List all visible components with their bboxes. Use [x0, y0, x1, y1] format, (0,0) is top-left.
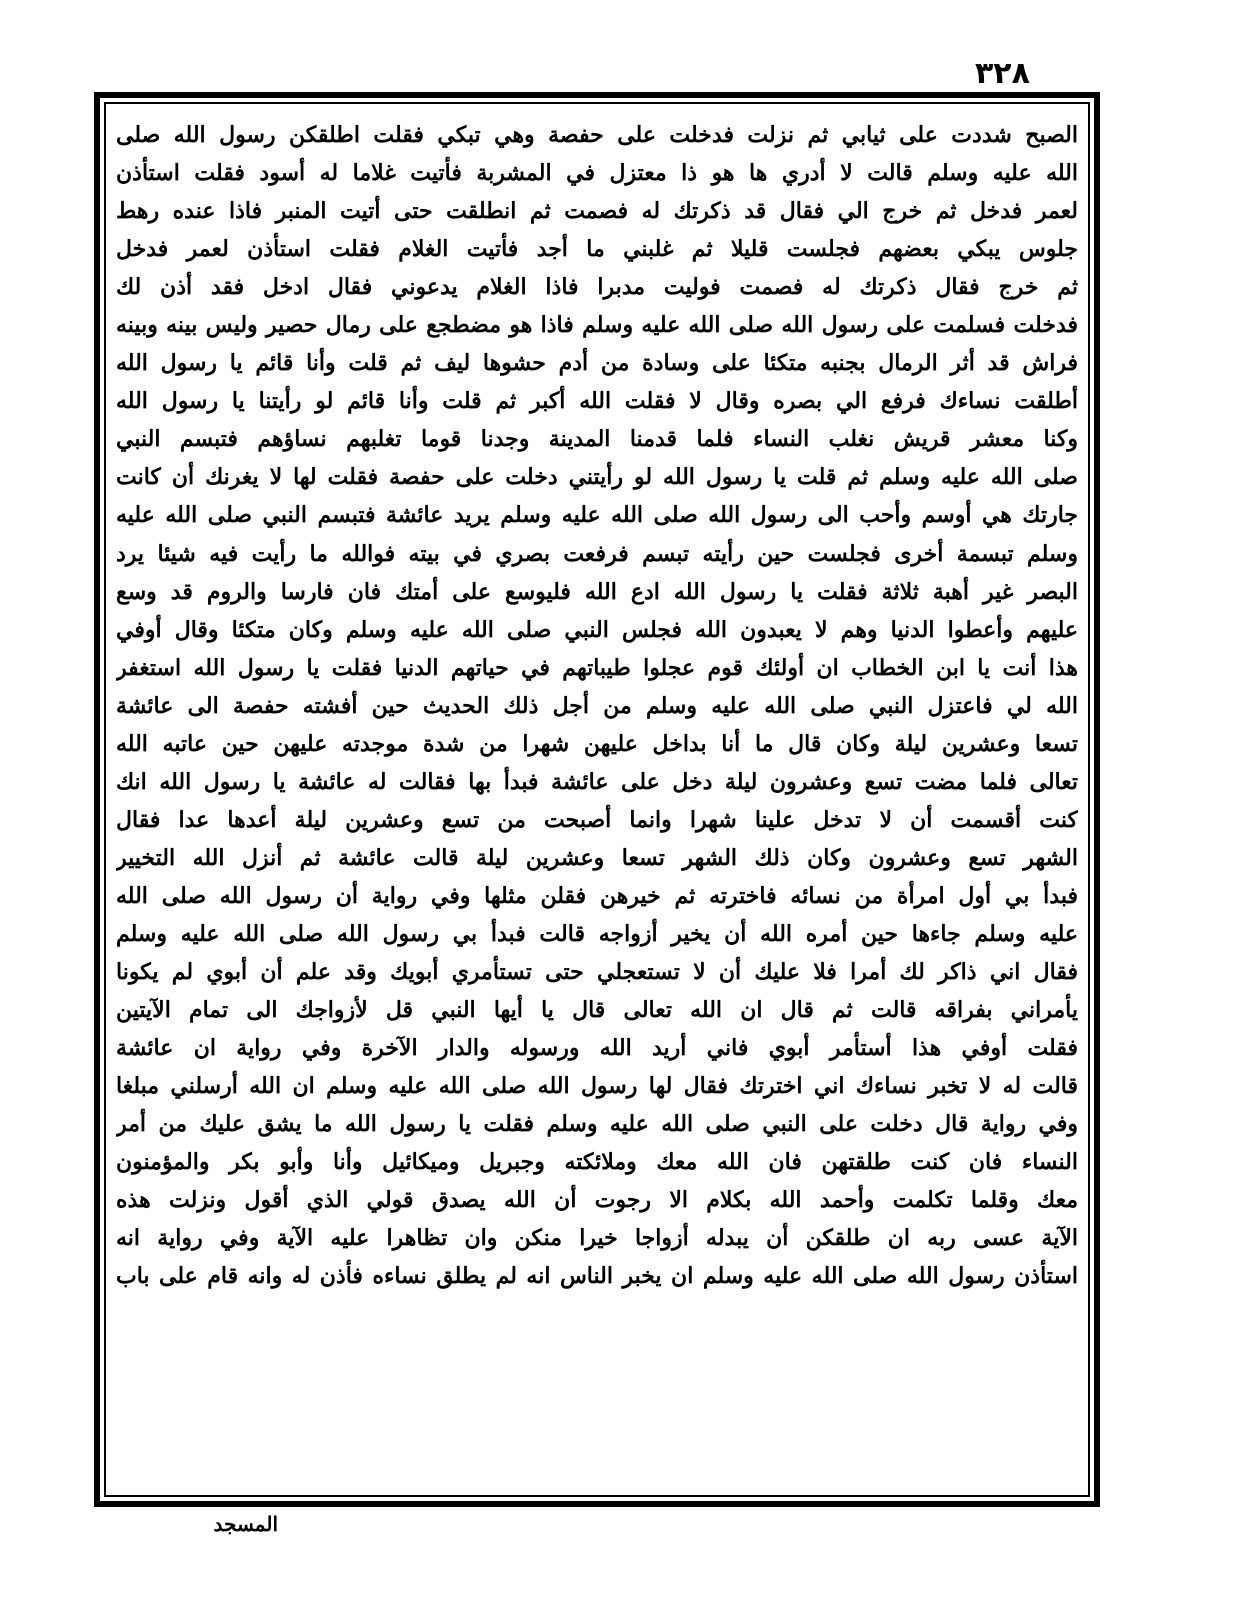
- text-line: صلى الله عليه وسلم ثم قلت يا رسول الله لو رأيتني دخلت على حفصة فقلت لها لا يغرنك أن كانت: [116, 464, 1078, 491]
- text-line: النساء فان كنت طلقتهن فان الله معك وملائكته وجبريل وميكائيل وأنا وأبو بكر والمؤمنون: [116, 1149, 1078, 1176]
- text-line: لعمر فدخل ثم خرج الي فقال قد ذكرتك له فصمت ثم انطلقت حتى أتيت المنبر فاذا عنده رهط: [116, 198, 1078, 225]
- text-line: أطلقت نساءك فرفع الي بصره وقال لا فقلت الله أكبر ثم قلت وأنا قائم لو رأيتنا يا رسول الله: [116, 388, 1078, 415]
- text-line: قالت له لا تخبر نساءك اني اخترتك فقال لها رسول الله صلى الله عليه وسلم ان الله أرسلني مبلغا: [116, 1073, 1078, 1100]
- text-line: يأمراني بفراقه قالت ثم قال ان الله تعالى قال يا أيها النبي قل لأزواجك الى تمام الآيتين: [116, 997, 1078, 1024]
- catchword: المسجد: [213, 1512, 278, 1536]
- text-line: فدخلت فسلمت على رسول الله صلى الله عليه وسلم فاذا هو مضطجع على رمال حصير وليس بينه وبينه: [116, 312, 1078, 339]
- text-line: جارتك هي أوسم وأحب الى رسول الله صلى الله عليه وسلم يريد عائشة فتبسم النبي صلى الله عليه: [116, 502, 1078, 529]
- text-line: ثم خرج فقال ذكرتك له فصمت فوليت مدبرا فاذا الغلام يدعوني فقال ادخل فقد أذن لك: [116, 274, 1078, 301]
- text-line: جلوس يبكي بعضهم فجلست قليلا ثم غلبني ما أجد فأتيت الغلام فقلت استأذن لعمر فدخل: [116, 236, 1078, 263]
- text-line: فقال اني ذاكر لك أمرا فلا عليك أن لا تستعجلي حتى تستأمري أبويك وقد علم أن أبوي لم يكونا: [116, 959, 1078, 986]
- text-line: فقلت أوفي هذا أستأمر أبوي فاني أريد الله ورسوله والدار الآخرة وفي رواية ان عائشة: [116, 1035, 1078, 1062]
- page-number: ٣٢٨: [975, 56, 1030, 91]
- text-line: عليه وسلم جاءها حين أمره الله أن يخير أزواجه قالت فبدأ بي رسول الله صلى الله عليه وسلم: [116, 920, 1078, 947]
- text-line: الصبح شددت على ثيابي ثم نزلت فدخلت على حفصة وهي تبكي فقلت اطلقكن رسول الله صلى: [116, 122, 1078, 148]
- text-line: عليهم وأعطوا الدنيا وهم لا يعبدون الله فجلس النبي صلى الله عليه وسلم وكان متكئا وقال أوفي: [116, 616, 1078, 643]
- text-line: البصر غير أهبة ثلاثة فقلت يا رسول الله ادع الله فليوسع على أمتك فان فارسا والروم قد وسع: [116, 578, 1078, 605]
- text-line: هذا أنت يا ابن الخطاب ان أولئك قوم عجلوا طيباتهم في حياتهم الدنيا فقلت يا رسول الله استغفر: [116, 654, 1078, 681]
- text-line: وفي رواية قال دخلت على النبي صلى الله عليه وسلم فقلت يا رسول الله ما يشق عليك من أمر: [116, 1111, 1078, 1138]
- text-line: الله عليه وسلم قالت لا أدري ها هو ذا معتزل في المشربة فأتيت غلاما له أسود فقلت استأذن: [116, 160, 1078, 187]
- text-line: وكنا معشر قريش نغلب النساء فلما قدمنا المدينة وجدنا قوما تغلبهم نساؤهم فتبسم النبي: [116, 426, 1078, 453]
- text-line: معك وقلما تكلمت وأحمد الله بكلام الا رجوت أن الله يصدق قولي الذي أقول ونزلت هذه: [116, 1187, 1078, 1214]
- text-line: فراش قد أثر الرمال بجنبه متكئا على وسادة من أدم حشوها ليف ثم قلت وأنا قائم يا رسول الله: [116, 350, 1078, 377]
- text-line: استأذن رسول الله صلى الله عليه وسلم ان يخبر الناس انه لم يطلق نساءه فأذن له وانه قام على باب: [116, 1263, 1078, 1290]
- text-line: فبدأ بي أول امرأة من نسائه فاخترته ثم خيرهن فقلن مثلها وفي رواية أن رسول الله صلى الله: [116, 882, 1078, 909]
- text-line: تسعا وعشرين ليلة وكان قال ما أنا بداخل عليهن شهرا من شدة موجدته عليهن حين عاتبه الله: [116, 730, 1078, 757]
- text-line: الله لي فاعتزل النبي صلى الله عليه وسلم من أجل ذلك الحديث حين أفشته حفصة الى عائشة: [116, 692, 1078, 719]
- text-line: الشهر تسع وعشرون وكان ذلك الشهر تسعا وعشرين ليلة قالت عائشة ثم أنزل الله التخيير: [116, 844, 1078, 871]
- text-line: تعالى فلما مضت تسع وعشرون ليلة دخل على عائشة فبدأ بها فقالت له عائشة يا رسول الله انك: [116, 768, 1078, 795]
- text-line: وسلم تبسمة أخرى فجلست حين رأيته تبسم فرفعت بصري في بيته فوالله ما رأيت فيه شيئا يرد: [116, 540, 1078, 567]
- text-line: كنت أقسمت أن لا تدخل علينا شهرا وانما أصبحت من تسع وعشرين ليلة أعدها عدا فقال: [116, 806, 1078, 833]
- body-text: [116, 116, 1078, 1486]
- text-line: الآية عسى ربه ان طلقكن أن يبدله أزواجا خيرا منكن وان تظاهرا عليه الآية وفي رواية انه: [116, 1225, 1078, 1252]
